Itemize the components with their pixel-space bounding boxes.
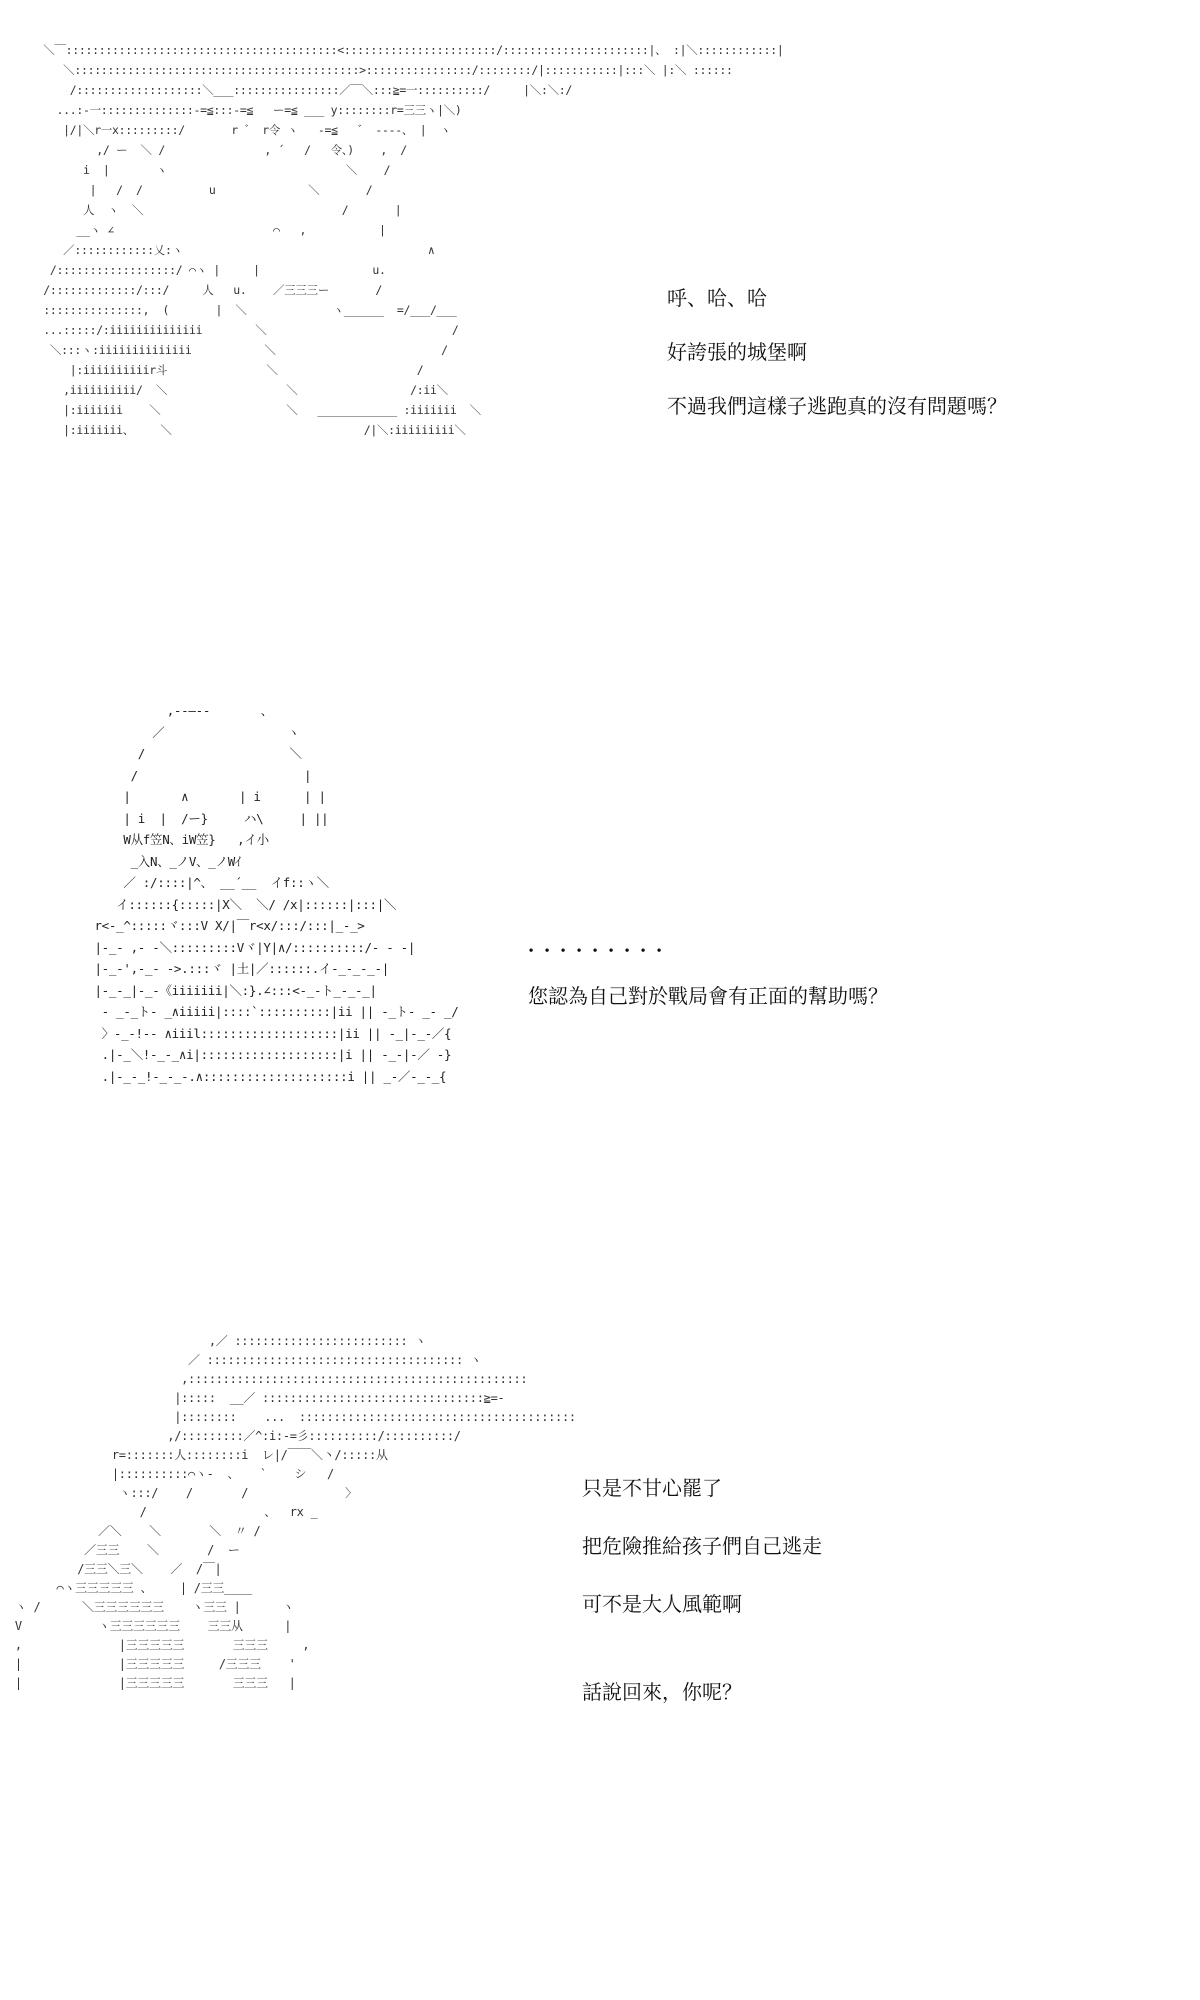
ascii-art-character-3: ,／ ::::::::::::::::::::::::: ヽ ／ ::::::::::::::::::::::::::::::::::::: ヽ ,::::::::::::::::::::::::::::::::::::::::::::::::: |::::: __／ ::::::::::::::::::::::::::::::::≧=‐ |:::::::: ... :::::::::::::::::::::::::::::::::::::::: ,/:::::::::／^:i:-=彡::::::::::/::::::::::/ r=:::::::人::::::::i レ|/￣￣＼丶/:::::从 |::::::::::⌒ヽ- 、 ` シ / ヽ:::/ / / 〉 / 、 rx _ ／＼ ＼ ＼ 〃 / ／三三 ＼ / ー /三三＼三＼ ／ /￣| ⌒ヽ三三三三三 、 | /三三____ ヽ / ＼三三三三三三 ヽ三三 | ヽ V ヽ三三三三三三 三三从 | , |三三三三三 三三三 , | |三三三三三 /三三三 ' | |三三三三三 三三三 | — [14, 1334, 576, 1690]
dialogue-line: 好誇張的城堡啊 — [667, 340, 807, 364]
dialogue-block-3 — [582, 1476, 822, 1738]
dialogue-line: 只是不甘心罷了 — [582, 1476, 722, 1500]
ascii-art-character-2: ,--―-‐ 、 ／ ヽ / ＼ / | | ∧ | i | | | i | /ー} ハ\ | || W从f笠N、iW笠} ,イ小 _入N、_ノV、_ノWｲ ／ :/::::|^、 __´__ イf::ヽ＼ イ::::::{:::::|X＼ ＼/ /x|::::::|:::|＼ r<‐_^:::::ヾ:::V X/|￣r<x/:::/:::|_-_> |‐_- ,- -＼:::::::::Vヾ|Y|∧/::::::::::/‐ - -| |‐_-',-_- ->.:::ヾ |土|／::::::.イ‐_-_-_-| |‐_-_|‐_-《iiiiiii|＼:}.∠:::<‐_-ト_-_-_| ‐ _-_ト- _∧iiiii|::::`::::::::::|ii || ‐_ト- _- _/ 〉‐_-!‐- ∧iiil:::::::::::::::::::|ii || ‐_|‐_-／{ .|‐_＼!‐_-_∧i|:::::::::::::::::::|i || ‐_-|‐／ ‐} .|‐_-_!‐_-_-.∧::::::::::::::::::::i || _-／‐_-_{ — [94, 703, 459, 1084]
dialogue-line: 不過我們這樣子逃跑真的沒有問題嗎？ — [667, 394, 1007, 418]
dialogue-line: 可不是大人風範啊 — [582, 1592, 742, 1616]
dialogue-line: 把危險推給孩子們自己逃走 — [582, 1534, 822, 1558]
dialogue-spacer — [582, 1650, 822, 1680]
scene-panel-3 — [0, 1320, 1200, 1940]
dialogue-line: 話說回來，你呢？ — [582, 1680, 742, 1704]
dialogue-line: 呼、哈、哈 — [667, 286, 767, 310]
scene-panel-2 — [0, 690, 1200, 1250]
dialogue-line: 您認為自己對於戰局會有正面的幫助嗎？ — [528, 984, 888, 1008]
dialogue-line-ellipsis: ．．．．．．．．． — [528, 932, 682, 956]
dialogue-block-1 — [667, 286, 1007, 448]
ascii-art-character-1: ＼￣:::::::::::::::::::::::::::::::::::::::::<:::::::::::::::::::::::/::::::::::::::::::::::|、 :|＼::::::::::::| ＼:::::::::::::::::::::::::::::::::::::::::::>::::::::::::::::/::::::::/|:::::::::::|:::＼ |:＼ :::::: /:::::::::::::::::::＼___::::::::::::::::／￣＼:::≧=一::::::::::/ |＼:＼:/ ...:-一::::::::::::::-=≦:::-=≦ ー=≦ ___ y::::::::r=三三ヽ|＼) |/|＼r一x:::::::::/ r ゛ r令 ヽ -=≦ ゛ ‐‐--、 | ヽ ,/ ー ＼ / , ´ / 令、) , / i | ヽ ＼ / | / / u ＼ / 人 ヽ ＼ / | __ヽ ∠ ⌒ , | ／::::::::::::乂:ヽ ∧ /::::::::::::::::::/ ⌒ヽ | | u. /:::::::::::::/:::/ 人 u. ／三三三ー / :::::::::::::::, ( | ＼ ヽ______ =/___/___ ...:::::/:iiiiiiiiiiiiii ＼ / ＼:::ヽ:iiiiiiiiiiiiii ＼ / |:iiiiiiiiiir斗 ＼ / ,iiiiiiiiii/ ＼ ＼ /:ii＼ |:iiiiiii ＼ ＼ ____________ :iiiiiii ＼ |:iiiiiii、 ＼ /|＼:iiiiiiiii＼ — [43, 43, 784, 437]
dialogue-block-2 — [528, 932, 888, 1036]
scene-panel-1 — [0, 0, 1200, 600]
